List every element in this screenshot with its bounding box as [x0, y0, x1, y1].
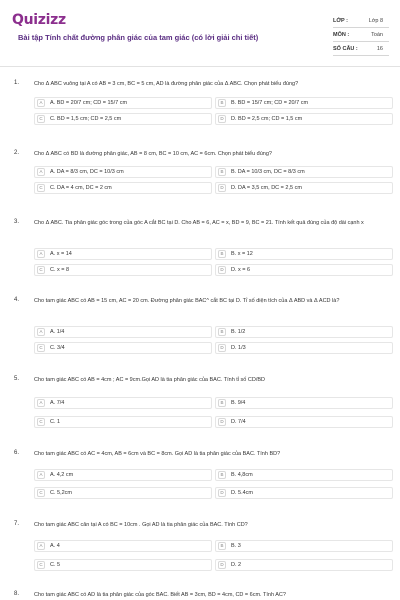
- option-letter: B: [218, 250, 226, 258]
- page-header: [0, 0, 400, 64]
- option-text: D. 7/4: [231, 419, 246, 425]
- meta-grade: [333, 14, 389, 28]
- header-divider: [0, 66, 400, 67]
- option-letter: D: [218, 184, 226, 192]
- option-a[interactable]: [34, 326, 212, 338]
- question-text: Cho Δ ABC vuông tại A có AB = 3 cm, BC = 5 cm, AD là đường phân giác của Δ ABC. Chọn phát biểu đúng?: [34, 81, 299, 87]
- option-letter: D: [218, 344, 226, 352]
- option-letter: C: [37, 489, 45, 497]
- option-letter: D: [218, 115, 226, 123]
- option-letter: A: [37, 99, 45, 107]
- option-text: A. 1/4: [50, 329, 65, 335]
- option-b[interactable]: [215, 540, 393, 552]
- option-a[interactable]: [34, 248, 212, 260]
- option-text: C. 3/4: [50, 345, 65, 351]
- option-text: C. x = 8: [50, 267, 70, 273]
- option-letter: C: [37, 266, 45, 274]
- option-letter: B: [218, 471, 226, 479]
- meta-value: Lớp 8: [368, 18, 383, 24]
- option-d[interactable]: [215, 342, 393, 354]
- option-text: D. 5.4cm: [231, 490, 254, 496]
- option-d[interactable]: [215, 264, 393, 276]
- option-text: D. 1/3: [231, 345, 246, 351]
- option-text: B. 9/4: [231, 400, 246, 406]
- option-a[interactable]: [34, 469, 212, 481]
- question-number: 7.: [14, 521, 20, 527]
- option-d[interactable]: [215, 559, 393, 571]
- question-text: Cho tam giác ABC có AC = 4cm, AB = 6cm và BC = 8cm. Gọi AD là tia phân giác của BAC. Tính BD?: [34, 451, 281, 457]
- question-number: 6.: [14, 450, 20, 456]
- option-c[interactable]: [34, 342, 212, 354]
- option-b[interactable]: [215, 469, 393, 481]
- option-letter: C: [37, 115, 45, 123]
- option-c[interactable]: [34, 487, 212, 499]
- option-text: A. x = 14: [50, 251, 72, 257]
- option-text: B. 3: [231, 543, 241, 549]
- option-a[interactable]: [34, 97, 212, 109]
- option-c[interactable]: [34, 182, 212, 194]
- option-text: A. 7/4: [50, 400, 65, 406]
- option-d[interactable]: [215, 416, 393, 428]
- meta-value: Toán: [371, 32, 383, 38]
- option-c[interactable]: [34, 264, 212, 276]
- question-number: 2.: [14, 150, 20, 156]
- question-text: Cho Δ ABC. Tia phân giác góc trong của góc A cắt BC tại D. Cho AB = 6, AC = x, BD = 9, BC = 21. Tính kết quả đúng của độ dài cạnh x: [34, 220, 364, 226]
- option-b[interactable]: [215, 166, 393, 178]
- option-letter: B: [218, 399, 226, 407]
- quizizz-logo: Quizizz: [12, 12, 66, 28]
- option-letter: A: [37, 328, 45, 336]
- option-text: A. 4: [50, 543, 60, 549]
- option-text: B. DA = 10/3 cm, DC = 8/3 cm: [231, 169, 305, 175]
- option-text: B. BD = 15/7 cm; CD = 20/7 cm: [231, 100, 309, 106]
- option-a[interactable]: [34, 397, 212, 409]
- option-d[interactable]: [215, 487, 393, 499]
- option-text: A. BD = 20/7 cm; CD = 15/7 cm: [50, 100, 128, 106]
- meta-label: MÔN :: [333, 32, 350, 38]
- option-text: D. DA = 3,5 cm, DC = 2,5 cm: [231, 185, 302, 191]
- meta-label: LỚP :: [333, 18, 348, 24]
- meta-subject: [333, 28, 389, 42]
- meta-value: 16: [376, 46, 383, 52]
- option-text: B. 1/2: [231, 329, 246, 335]
- question-number: 8.: [14, 591, 20, 597]
- option-text: B. 4,8cm: [231, 472, 253, 478]
- question-number: 3.: [14, 219, 20, 225]
- question-number: 1.: [14, 80, 20, 86]
- option-b[interactable]: [215, 97, 393, 109]
- option-c[interactable]: [34, 416, 212, 428]
- question-number: 5.: [14, 376, 20, 382]
- question-text: Cho tam giác ABC có AB = 15 cm, AC = 20 cm. Đường phân giác BAC^ cắt BC tại D. Tỉ số diện tích của Δ ABD và Δ ACD là?: [34, 298, 340, 304]
- option-letter: C: [37, 344, 45, 352]
- option-text: C. 1: [50, 419, 61, 425]
- option-letter: A: [37, 399, 45, 407]
- option-letter: A: [37, 542, 45, 550]
- option-text: A. 4,2 cm: [50, 472, 74, 478]
- option-text: D. 2: [231, 562, 242, 568]
- option-letter: D: [218, 266, 226, 274]
- option-letter: D: [218, 418, 226, 426]
- option-c[interactable]: [34, 113, 212, 125]
- question-text: Cho tam giác ABC cân tại A có BC = 10cm . Gọi AD là tia phân giác của BAC. Tính CD?: [34, 522, 248, 528]
- option-d[interactable]: [215, 113, 393, 125]
- option-text: C. 5: [50, 562, 61, 568]
- option-d[interactable]: [215, 182, 393, 194]
- option-text: C. DA = 4 cm, DC = 2 cm: [50, 185, 112, 191]
- document-title: Bài tập Tính chất đường phân giác của tam giác (có lời giải chi tiết): [18, 33, 259, 42]
- option-a[interactable]: [34, 166, 212, 178]
- option-letter: C: [37, 418, 45, 426]
- option-letter: C: [37, 561, 45, 569]
- option-letter: D: [218, 561, 226, 569]
- option-letter: D: [218, 489, 226, 497]
- question-text: Cho tam giác ABC có AD là tia phân giác của góc BAC. Biết AB = 3cm, BD = 4cm, CD = 6cm. Tính AC?: [34, 592, 286, 598]
- option-letter: C: [37, 184, 45, 192]
- option-text: D. BD = 2,5 cm; CD = 1,5 cm: [231, 116, 303, 122]
- option-b[interactable]: [215, 326, 393, 338]
- option-a[interactable]: [34, 540, 212, 552]
- option-text: C. 5,2cm: [50, 490, 73, 496]
- option-letter: B: [218, 542, 226, 550]
- option-b[interactable]: [215, 397, 393, 409]
- option-letter: B: [218, 99, 226, 107]
- option-letter: B: [218, 328, 226, 336]
- question-text: Cho Δ ABC có BD là đường phân giác, AB = 8 cm, BC = 10 cm, AC = 6cm. Chọn phát biểu đúng?: [34, 151, 272, 157]
- meta-question-count: [333, 42, 389, 56]
- option-text: A. DA = 8/3 cm, DC = 10/3 cm: [50, 169, 124, 175]
- option-text: B. x = 12: [231, 251, 253, 257]
- meta-label: SỐ CÂU :: [333, 46, 358, 52]
- option-letter: A: [37, 471, 45, 479]
- question-text: Cho tam giác ABC có AB = 4cm ; AC = 9cm.Gọi AD là tia phân giác của BAC. Tính tỉ số CD/BD: [34, 377, 266, 383]
- option-letter: A: [37, 250, 45, 258]
- option-c[interactable]: [34, 559, 212, 571]
- option-b[interactable]: [215, 248, 393, 260]
- option-text: D. x = 6: [231, 267, 251, 273]
- question-number: 4.: [14, 297, 20, 303]
- option-text: C. BD = 1,5 cm; CD = 2,5 cm: [50, 116, 122, 122]
- option-letter: B: [218, 168, 226, 176]
- option-letter: A: [37, 168, 45, 176]
